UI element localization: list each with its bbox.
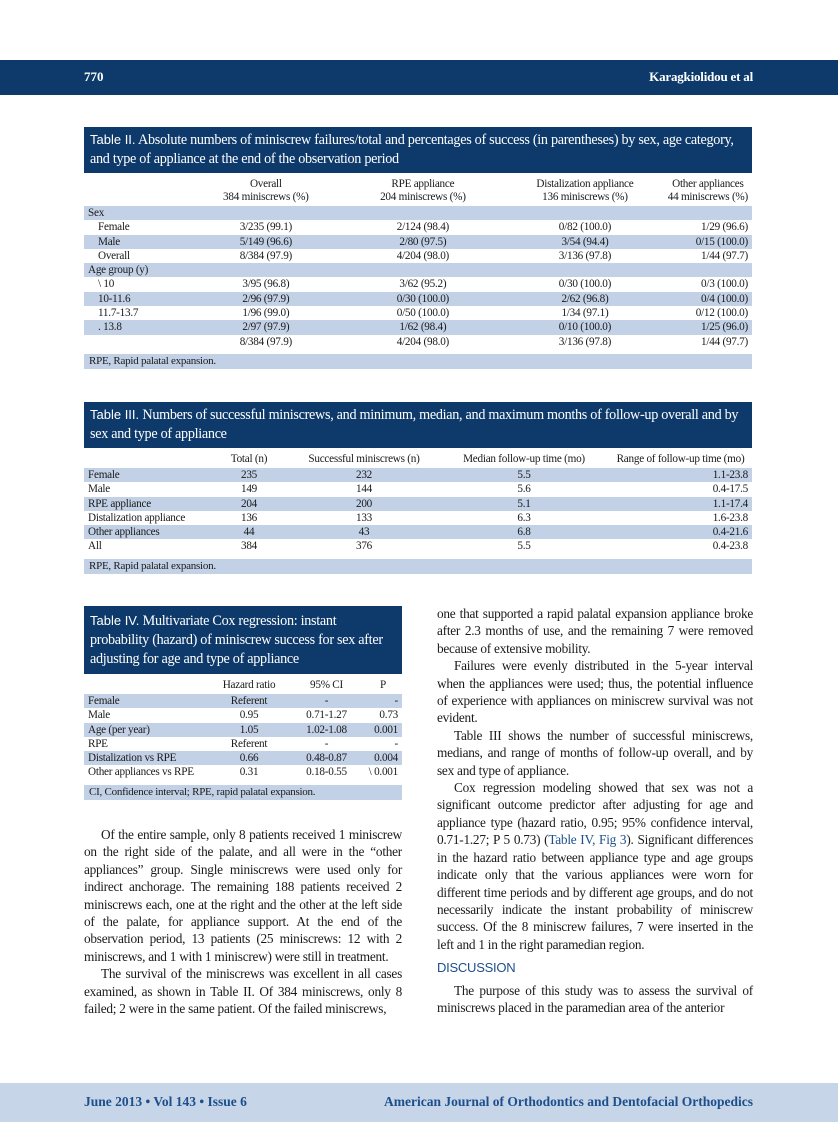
table-4 [84, 606, 402, 800]
journal-name: American Journal of Orthodontics and Dentofacial Orthopedics [384, 1094, 753, 1109]
column-header: Distalization appliance 136 miniscrews (%) [536, 178, 634, 203]
table-cell: 149 [240, 483, 258, 496]
table-row [84, 206, 752, 220]
row-label: Distalization appliance [88, 511, 186, 524]
row-label: Age (per year) [84, 723, 209, 737]
table-cell: 1/62 (98.4) [340, 320, 507, 334]
table-cell [192, 206, 339, 220]
table-cell [340, 263, 507, 277]
row-label: Sex [84, 206, 192, 220]
table-row [84, 306, 752, 320]
column-header: P [380, 679, 386, 691]
table-cell [340, 206, 507, 220]
running-footer [0, 1083, 838, 1122]
table-cell: 1/34 (97.1) [561, 307, 609, 320]
row-label: 10-11.6 [84, 292, 192, 306]
column-header: 95% CI [310, 679, 343, 691]
table-2-grid [84, 173, 752, 349]
column-header: Range of follow-up time (mo) [616, 453, 745, 465]
paragraph: Table III shows the number of successful miniscrews, medians, and range of months of follow-up overall, and by sex and type of appliance. [437, 727, 753, 778]
table-row [84, 335, 752, 349]
table-2 [84, 127, 752, 369]
row-label: Male [84, 235, 192, 249]
table-footnote: RPE, Rapid palatal expansion. [84, 354, 752, 369]
row-label: Female [84, 468, 209, 482]
table-row [84, 737, 402, 751]
row-label: Male [88, 483, 110, 496]
row-label: 11.7-13.7 [98, 307, 139, 320]
table-cell: 3/136 (97.8) [558, 249, 612, 262]
table-cell: 0/50 (100.0) [396, 307, 450, 320]
table-footnote: CI, Confidence interval; RPE, rapid palatal expansion. [84, 785, 402, 800]
table-row [84, 292, 752, 306]
table-cell: 5.5 [517, 540, 531, 553]
table-row [84, 723, 402, 737]
row-label: Distalization vs RPE [84, 751, 209, 765]
table-3-grid [84, 448, 752, 554]
running-authors: Karagkiolidou et al [649, 69, 753, 84]
table-cell: 133 [355, 511, 373, 524]
table-cell: 1.05 [209, 723, 289, 737]
table-cell: 376 [355, 540, 373, 553]
running-header [0, 60, 838, 95]
table-cell: 0.4-21.6 [609, 525, 752, 539]
table-cell: 0.31 [239, 766, 259, 779]
column-header [84, 173, 192, 206]
row-label: Age group (y) [84, 263, 192, 277]
table-cell: 384 [240, 540, 258, 553]
column-header: Total (n) [230, 453, 268, 465]
table-cell: - [394, 737, 398, 750]
table-cell: 43 [289, 525, 439, 539]
table-cell: - [289, 694, 364, 708]
table-row [84, 482, 752, 496]
table-cell: 2/62 (96.8) [506, 292, 664, 306]
table-cell: 44 [209, 525, 289, 539]
table-cell: 0.4-17.5 [712, 483, 748, 496]
table-cell: 2/80 (97.5) [340, 235, 507, 249]
table-cell: 0/82 (100.0) [558, 221, 612, 234]
table-cell: 0.95 [239, 709, 259, 722]
table-row [84, 765, 402, 779]
table-cell [506, 263, 664, 277]
table-cell: 232 [289, 468, 439, 482]
table-row [84, 320, 752, 334]
table-row [84, 751, 402, 765]
row-label [84, 335, 192, 349]
paragraph: Failures were evenly distributed in the 5-year interval when the appliances were used; thus, the potential influence of experience with appliances on miniscrew survival was not evident. [437, 658, 753, 726]
column-header [84, 448, 209, 468]
paragraph: Of the entire sample, only 8 patients received 1 miniscrew on the right side of the palate, and all were in the “other appliances” group. Single miniscrews were used only for indirect anchorage. The remaining 188 patients received 2 miniscrews each, one at the right and the other at the left side of the palate, for appliance support. At the end of the observation period, 13 patients (25 miniscrews: 12 with 2 miniscrews, and 1 with 1 miniscrew) were still in treatment. [84, 827, 402, 964]
table-row [84, 511, 752, 525]
paragraph: Cox regression modeling showed that sex was not a significant outcome predictor after adjusting for age and appliance type (hazard ratio, 0.95; 95% confidence interval, 0.71-1.27; P 5 0.73) (Table IV, Fig 3). Significant differences in the hazard ratio between appliance type and age groups indicate only that the various appliances were worn for different time periods and by different age groups, and do not necessarily indicate the instant probability of miniscrew success. Of the 8 miniscrew failures, 7 were inserted in the left and 1 in the right paramedian region. [437, 780, 753, 952]
table-row [84, 708, 402, 722]
table-cell: 5.1 [439, 497, 609, 511]
table-title: Table II. Absolute numbers of miniscrew failures/total and percentages of success (in parentheses) by sex, age category, and type of appliance at the end of the observation period [84, 127, 752, 173]
table-cell: 1.02-1.08 [289, 723, 364, 737]
table-cell: 204 [209, 497, 289, 511]
row-label: \ 10 [98, 278, 115, 291]
table-cell: 0/12 (100.0) [695, 307, 748, 320]
table-cell: 3/235 (99.1) [239, 221, 293, 234]
table-cell: 235 [209, 468, 289, 482]
table-row [84, 497, 752, 511]
table-row [84, 525, 752, 539]
row-label: Male [88, 709, 110, 722]
table-cell: 1/96 (99.0) [242, 307, 290, 320]
table-cell: 0.18-0.55 [306, 766, 347, 779]
table-cell: 0/30 (100.0) [558, 278, 612, 291]
column-header: Hazard ratio [222, 679, 276, 691]
table-row [84, 539, 752, 553]
table-row [84, 277, 752, 291]
table-cell: 0.004 [364, 751, 402, 765]
table-cell [664, 206, 752, 220]
table-cell: 3/95 (96.8) [242, 278, 290, 291]
table-cell: 0.4-23.8 [712, 540, 748, 553]
table-row [84, 468, 752, 482]
table-cell: 1/44 (97.7) [701, 249, 748, 262]
table-cell: 0.48-0.87 [289, 751, 364, 765]
paragraph: The survival of the miniscrews was excellent in all cases examined, as shown in Table II. Of 384 miniscrews, only 8 failed; 2 were in the same patient. Of the failed miniscrews, [84, 966, 402, 1017]
paragraph: The purpose of this study was to assess the survival of miniscrews placed in the paramedian area of the anterior [437, 982, 753, 1015]
table-cell: 0/30 (100.0) [340, 292, 507, 306]
table-row [84, 249, 752, 263]
table-cell: 2/124 (98.4) [396, 221, 450, 234]
table-cell: 5.5 [439, 468, 609, 482]
table-3 [84, 402, 752, 574]
paragraph: one that supported a rapid palatal expansion appliance broke after 2.3 months of use, and the remaining 7 were removed because of extensive mobility. [437, 606, 753, 656]
table-cell: 6.3 [517, 511, 531, 524]
table-cell: 6.8 [439, 525, 609, 539]
table-row [84, 235, 752, 249]
row-label: RPE [88, 737, 108, 750]
table-cell: 4/204 (98.0) [396, 335, 450, 348]
section-heading: DISCUSSION [437, 960, 516, 976]
table-cell: 8/384 (97.9) [239, 249, 293, 262]
table-cell: 1/44 (97.7) [701, 335, 748, 348]
table-cell: 144 [355, 483, 373, 496]
row-label: Other appliances [84, 525, 209, 539]
left-column-text [84, 826, 402, 1017]
table-title: Table IV. Multivariate Cox regression: instant probability (hazard) of miniscrew success for sex after adjusting for age and type of appliance [84, 606, 402, 674]
table-cell: 0/10 (100.0) [506, 320, 664, 334]
table-cell: 0/15 (100.0) [664, 235, 752, 249]
table-cell: 0/4 (100.0) [664, 292, 752, 306]
row-label: All [88, 540, 102, 553]
row-label: Female [84, 694, 209, 708]
table-figure-link[interactable]: Table IV, Fig 3 [548, 832, 627, 848]
table-cell: 1/25 (96.0) [664, 320, 752, 334]
table-cell: 0.66 [209, 751, 289, 765]
table-cell: 2/97 (97.9) [192, 320, 339, 334]
row-label: Overall [98, 249, 130, 262]
column-header: Other appliances 44 miniscrews (%) [667, 178, 748, 203]
table-cell [506, 206, 664, 220]
table-row [84, 220, 752, 234]
table-cell: 200 [289, 497, 439, 511]
table-cell: Referent [209, 694, 289, 708]
table-cell: 0.71-1.27 [306, 709, 347, 722]
row-label: Female [98, 221, 130, 234]
table-cell: 3/62 (95.2) [399, 278, 447, 291]
table-cell: 1.1-23.8 [609, 468, 752, 482]
column-header: RPE appliance 204 miniscrews (%) [380, 178, 466, 203]
page-number: 770 [84, 69, 104, 84]
table-cell: - [324, 737, 329, 750]
column-header: Median follow-up time (mo) [463, 453, 585, 465]
table-cell: 3/136 (97.8) [558, 335, 612, 348]
table-row [84, 263, 752, 277]
row-label: Other appliances vs RPE [88, 766, 194, 779]
table-cell: 136 [240, 511, 258, 524]
table-cell: 8/384 (97.9) [239, 335, 293, 348]
table-title: Table III. Numbers of successful miniscrews, and minimum, median, and maximum months of follow-up overall and by sex and type of appliance [84, 402, 752, 448]
table-cell: 5.6 [517, 483, 531, 496]
table-cell [192, 263, 339, 277]
table-cell: 1.6-23.8 [712, 511, 748, 524]
table-cell: Referent [230, 737, 268, 750]
row-label: . 13.8 [84, 320, 192, 334]
issue-info: June 2013 • Vol 143 • Issue 6 [84, 1094, 247, 1109]
table-cell [664, 263, 752, 277]
table-cell: - [364, 694, 402, 708]
table-cell: 0.001 [364, 723, 402, 737]
table-cell: \ 0.001 [368, 766, 398, 779]
table-cell: 2/96 (97.9) [192, 292, 339, 306]
table-cell: 0.73 [379, 709, 398, 722]
table-4-grid [84, 674, 402, 780]
table-cell: 4/204 (98.0) [396, 249, 450, 262]
table-cell: 1/29 (96.6) [701, 221, 748, 234]
table-row [84, 694, 402, 708]
right-column-text [437, 605, 753, 1016]
table-footnote: RPE, Rapid palatal expansion. [84, 559, 752, 574]
table-cell: 5/149 (96.6) [192, 235, 339, 249]
column-header [84, 674, 209, 694]
table-cell: 0/3 (100.0) [701, 278, 748, 291]
row-label: RPE appliance [84, 497, 209, 511]
table-cell: 1.1-17.4 [609, 497, 752, 511]
table-cell: 3/54 (94.4) [506, 235, 664, 249]
column-header: Successful miniscrews (n) [308, 453, 420, 465]
column-header: Overall 384 miniscrews (%) [223, 178, 309, 203]
